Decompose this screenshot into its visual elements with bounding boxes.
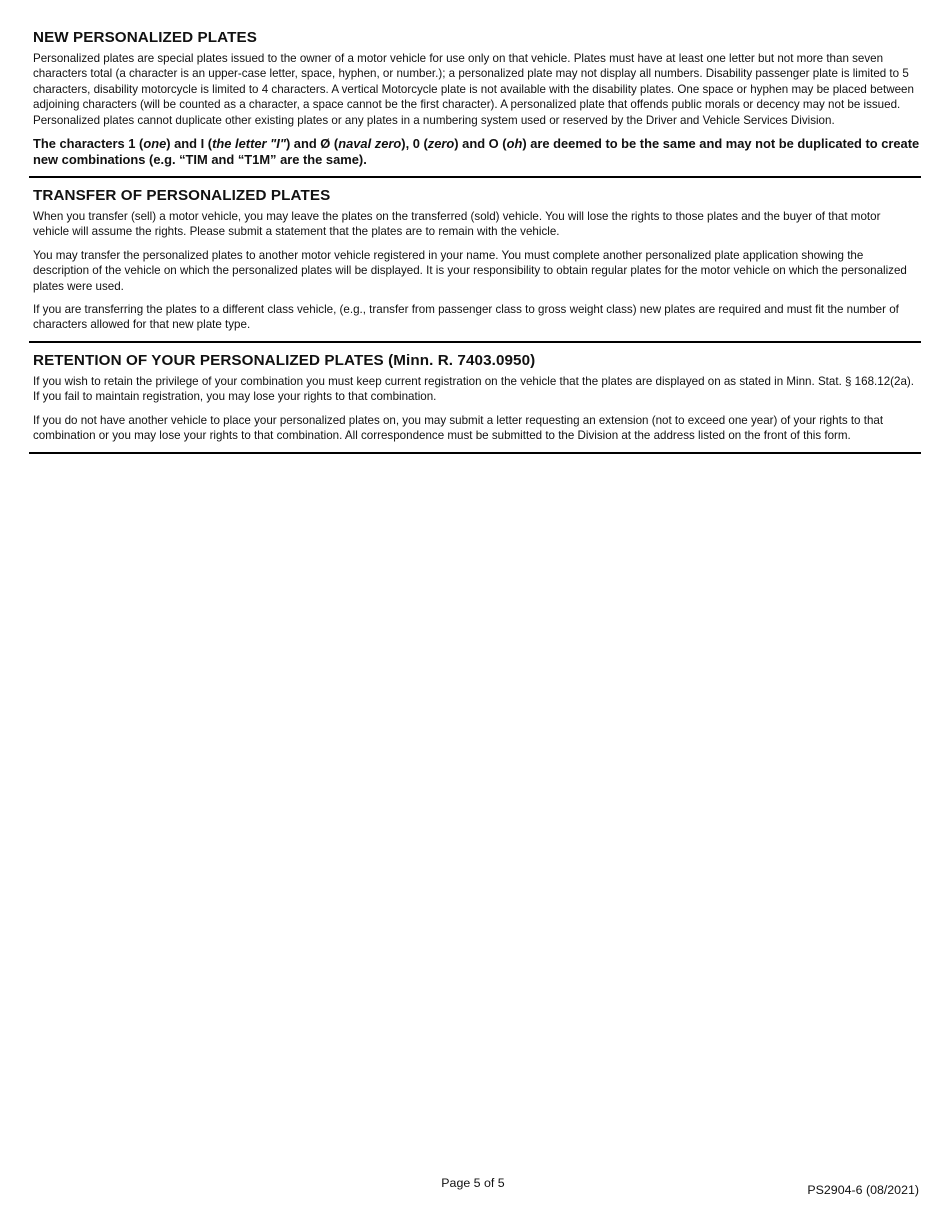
document-content — [29, 28, 921, 462]
section-divider — [29, 341, 921, 343]
section-retention-personalized-plates — [29, 351, 921, 444]
section-divider — [29, 176, 921, 178]
notice-duplicate-characters — [33, 136, 921, 168]
section-title-transfer: TRANSFER OF PERSONALIZED PLATES — [33, 187, 331, 205]
notice-italic-part: one — [143, 136, 167, 152]
notice-italic-part: naval zero — [338, 136, 402, 152]
section-transfer-personalized-plates — [29, 186, 921, 333]
paragraph-transfer-class: If you are transferring the plates to a different class vehicle, (e.g., transfer from passenger class to gross weight class) new plates are required and must fit the number of characters allowed for that new plate type. — [33, 303, 899, 332]
section-title-new-plates: NEW PERSONALIZED PLATES — [33, 29, 257, 46]
section-new-personalized-plates — [29, 28, 921, 168]
notice-text-part: ), 0 ( — [401, 136, 428, 152]
form-id: PS2904-6 (08/2021) — [807, 1183, 919, 1197]
notice-text-part: ) and O ( — [454, 136, 507, 152]
paragraph-new-plates-rules: Personalized plates are special plates issued to the owner of a motor vehicle for use only on that vehicle. Plates must have at least one letter but not more than seven characters total (a character is an upper-case letter, space, hyphen, or number.); a personalized plate may not display all numbers. Disability passenger plate is limited to 5 characters, disability motorcycle is limited to 4 characters. A vertical Motorcycle plate is not available with the disability plates. One space or hyphen may be placed between adjoining characters (will be counted as a character, a space cannot be the first character). A personalized plate that offends public morals or decency may not be issued. Personalized plates cannot duplicate other existing plates or any plates in a numbering system used or reserved by the Driver and Vehicle Services Division. — [33, 52, 914, 127]
notice-italic-part: oh — [506, 136, 523, 152]
notice-italic-part: zero — [427, 136, 455, 152]
notice-italic-part: the letter "I" — [212, 136, 286, 152]
notice-text-part: ) are deemed to be the same and may not be duplicated to create new combinations (e.g. “TIM and “T1M” are the same). — [33, 136, 920, 168]
section-title-retention: RETENTION OF YOUR PERSONALIZED PLATES (Minn. R. 7403.0950) — [33, 351, 536, 369]
notice-text-part: The characters 1 ( — [33, 136, 144, 152]
paragraph-transfer-sell: When you transfer (sell) a motor vehicle, you may leave the plates on the transferred (sold) vehicle. You will lose the rights to those plates and the buyer of that motor vehicle will assume the rights. Please submit a statement that the plates are to remain with the vehicle. — [33, 210, 881, 239]
page-number: Page 5 of 5 — [441, 1176, 505, 1190]
notice-text-part: ) and I ( — [166, 136, 213, 152]
paragraph-retention-extension: If you do not have another vehicle to place your personalized plates on, you may submit a letter requesting an extension (not to exceed one year) of your rights to that combination or you may lose your rights to that combination. All correspondence must be submitted to the Division at the address listed on the front of this form. — [33, 413, 884, 443]
paragraph-transfer-own-vehicle: You may transfer the personalized plates to another motor vehicle registered in your name. You must complete another personalized plate application showing the description of the vehicle on which the personalized plates will be displayed. It is your responsibility to obtain regular plates for the motor vehicle on which the personalized plates were used. — [33, 248, 907, 293]
paragraph-retention-registration: If you wish to retain the privilege of your combination you must keep current registration on the vehicle that the plates are displayed on as stated in Minn. Stat. § 168.12(2a). If you fail to maintain registration, you may lose your rights to that combination. — [33, 374, 914, 404]
section-divider — [29, 452, 921, 454]
notice-text-part: ) and Ø ( — [285, 136, 339, 152]
